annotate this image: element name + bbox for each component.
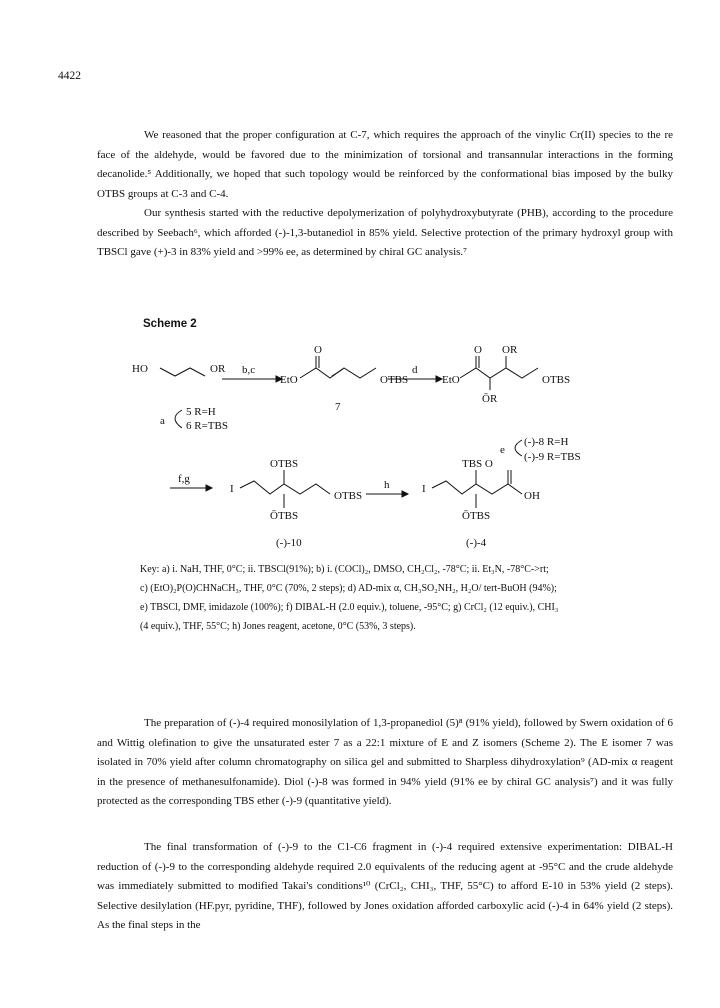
label-HO: HO <box>132 363 148 375</box>
curl-e <box>515 440 522 456</box>
label-EtO-7: EtO <box>280 374 298 386</box>
label-OH-4: OH <box>524 490 540 502</box>
label-OTBS-8: OTBS <box>542 374 571 386</box>
label-e: e <box>500 444 505 456</box>
label-EtO-8: EtO <box>442 374 460 386</box>
label-bc: b,c <box>242 364 256 376</box>
scheme-2-diagram <box>130 336 600 561</box>
label-a: a <box>160 415 165 427</box>
label-OR-down: ŌR <box>482 393 498 405</box>
label-OTBS-7: OTBS <box>380 374 409 386</box>
key-line-3: e) TBSCl, DMF, imidazole (100%); f) DIBAL-H (2.0 equiv.), toluene, -95°C; g) CrCl₂ (12 equiv.), CHI₃ <box>140 602 559 613</box>
paragraph-1: We reasoned that the proper configuration at C-7, which requires the approach of the vinylic Cr(II) species to the re face of the aldehyde, would be favored due to the minimization of torsional and transannular interactions in the forming decanolide.⁵ Additionally, we hoped that such topology would be reinforced by the conformational bias imposed by the bulky OTBS groups at C-3 and C-4. <box>97 129 673 200</box>
label-compound-4: (-)-4 <box>466 537 487 549</box>
label-OR-top: OR <box>502 344 518 356</box>
propanediol-chain <box>160 368 205 376</box>
label-OTBS-down-4: ŌTBS <box>462 510 491 522</box>
scheme-key <box>140 560 660 636</box>
label-6: 6 R=TBS <box>186 420 228 432</box>
label-O-7: O <box>314 344 322 356</box>
label-OTBS-up-10: OTBS <box>270 458 299 470</box>
label-TBSO-4: TBS O <box>462 458 493 470</box>
label-h: h <box>384 479 390 491</box>
paragraph-2: Our synthesis started with the reductive depolymerization of polyhydroxybutyrate (PHB), according to the procedure described by Seebach⁶, which afforded (-)-1,3-butanediol in 85% yield. Selective protection of the primary hydroxyl group with TBSCl gave (+)-3 in 83% yield and >99% ee, as determined by chiral GC analysis.⁷ <box>97 207 673 258</box>
scheme-title: Scheme 2 <box>143 318 197 330</box>
label-5: 5 R=H <box>186 406 216 418</box>
paragraph-4: The final transformation of (-)-9 to the C1-C6 fragment in (-)-4 required extensive experimentation: DIBAL-H reduction of (-)-9 to the corresponding aldehyde required 2.0 equivalents of the reducing agent at -95°C and the crude aldehyde was immediately submitted to modified Takai's conditions¹⁰ (CrCl₂, CHI₃, THF, 55°C) to afford E-10 in 53% yield (2 steps). Selective desilylation (HF.pyr, pyridine, THF), followed by Jones oxidation afforded carboxylic acid (-)-4 in 64% yield (2 steps). As the final steps in the <box>97 841 673 931</box>
paragraph-3: The preparation of (-)-4 required monosilylation of 1,3-propanediol (5)⁸ (91% yield), followed by Swern oxidation of 6 and Wittig olefination to give the unsaturated ester 7 as a 22:1 mixture of E and Z isomers (Scheme 2). The E isomer 7 was isolated in 70% yield after column chromatography on silica gel and submitted to Sharpless dihydroxylation⁹ (AD-mix α reagent in the presence of methanesulfonamide). Diol (-)-8 was formed in 94% yield (91% ee by chiral GC analysis⁷) and it was fully protected as the corresponding TBS ether (-)-9 (quantitative yield). <box>97 717 673 807</box>
curl-a <box>175 410 182 428</box>
label-9: (-)-9 R=TBS <box>524 451 581 463</box>
diol-chain <box>460 368 538 378</box>
label-compound-10: (-)-10 <box>276 537 302 549</box>
label-OTBS-down-10: ŌTBS <box>270 510 299 522</box>
label-8: (-)-8 R=H <box>524 436 569 448</box>
label-d: d <box>412 364 418 376</box>
label-O-8: O <box>474 344 482 356</box>
label-I-10: I <box>230 483 234 495</box>
scheme-svg <box>130 336 600 556</box>
label-compound-7: 7 <box>335 401 341 413</box>
label-OTBS-10: OTBS <box>334 490 363 502</box>
label-OR: OR <box>210 363 226 375</box>
key-line-4: (4 equiv.), THF, 55°C; h) Jones reagent, acetone, 0°C (53%, 3 steps). <box>140 621 416 632</box>
ester-7-chain <box>300 368 376 378</box>
key-line-1: Key: a) i. NaH, THF, 0°C; ii. TBSCl(91%); b) i. (COCl)₂, DMSO, CH₂Cl₂, -78°C; ii. Et₃N, -78°C->rt; <box>140 564 549 575</box>
label-I-4: I <box>422 483 426 495</box>
key-line-2: c) (EtO)₂P(O)CHNaCH₃, THF, 0°C (70%, 2 steps); d) AD-mix α, CH₃SO₂NH₂, H₂O/ tert-BuOH (94%); <box>140 583 557 594</box>
page-number: 4422 <box>58 70 81 82</box>
vinyl-iodide-10 <box>240 481 330 494</box>
label-fg: f,g <box>178 473 190 485</box>
